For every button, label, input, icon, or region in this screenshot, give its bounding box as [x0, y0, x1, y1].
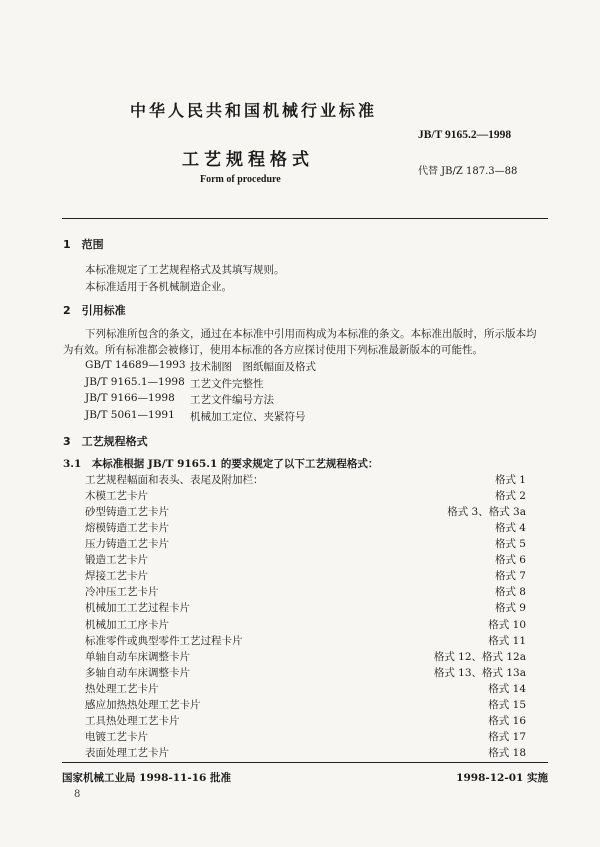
- item-format: 格式 11: [488, 634, 526, 647]
- format-list-item: [85, 472, 526, 488]
- format-list-item: [85, 584, 526, 600]
- item-name: 热处理工艺卡片: [85, 682, 159, 695]
- reference-title: 工艺文件完整性: [190, 377, 264, 390]
- item-name: 木模工艺卡片: [85, 490, 148, 503]
- item-format: 格式 12、格式 12a: [433, 650, 526, 663]
- item-format: 格式 16: [488, 714, 526, 727]
- reference-code: GB/T 14689—1993: [85, 359, 186, 371]
- format-list-item: [85, 633, 526, 649]
- approval-text: 国家机械工业局 1998-11-16 批准: [62, 772, 231, 784]
- reference-title: 机械加工定位、夹紧符号: [190, 410, 306, 423]
- item-format: 格式 17: [488, 730, 526, 743]
- section-2-paragraph: 下列标准所包含的条文，通过在本标准中引用而构成为本标准的条文。本标准出版时，所示版本均: [85, 328, 537, 340]
- format-list-item: [85, 552, 526, 568]
- item-name: 熔模铸造工艺卡片: [85, 522, 169, 535]
- item-format: 格式 7: [494, 570, 526, 583]
- page-number: 8: [74, 789, 81, 800]
- section-1-line: 本标准规定了工艺规程格式及其填写规则。: [85, 264, 285, 276]
- item-format: 格式 15: [488, 698, 526, 711]
- item-format: 格式 4: [494, 522, 526, 535]
- item-format: 格式 8: [494, 586, 526, 599]
- standard-code: JB/T 9165.2—1998: [418, 129, 512, 141]
- item-format: 格式 14: [488, 682, 526, 695]
- item-format: 格式 13、格式 13a: [433, 666, 526, 679]
- format-list-item: [85, 600, 526, 616]
- item-name: 压力铸造工艺卡片: [85, 538, 169, 551]
- format-list-item: [85, 504, 526, 520]
- item-name: 机械加工工艺过程卡片: [85, 602, 190, 615]
- section-1-line: 本标准适用于各机械制造企业。: [85, 281, 232, 293]
- reference-code: JB/T 9165.1—1998: [85, 375, 185, 388]
- format-list-item: [85, 568, 526, 584]
- reference-code: JB/T 9166—1998: [85, 392, 175, 404]
- item-name: 表面处理工艺卡片: [85, 747, 169, 760]
- section-1-heading: 1 范围: [63, 238, 104, 251]
- section-3-heading: 3 工艺规程格式: [63, 435, 148, 448]
- item-format: 格式 1: [494, 474, 526, 486]
- item-name: 工具热处理工艺卡片: [85, 714, 180, 727]
- reference-title: 技术制图 图纸幅面及格式: [190, 361, 316, 373]
- format-list-item: [85, 617, 526, 633]
- org-title: 中华人民共和国机械行业标准: [130, 101, 378, 120]
- item-name: 机械加工工序卡片: [85, 618, 169, 631]
- item-name: 冷冲压工艺卡片: [85, 586, 159, 599]
- format-list-item: [85, 649, 526, 665]
- item-format: 格式 2: [494, 490, 526, 503]
- format-list-item: [85, 536, 526, 552]
- item-format: 格式 9: [494, 602, 526, 615]
- format-list-item: [85, 729, 526, 745]
- format-list-item: [85, 488, 526, 504]
- item-format: 格式 6: [494, 554, 526, 567]
- item-name: 电镀工艺卡片: [85, 730, 148, 743]
- item-name: 锻造工艺卡片: [85, 554, 148, 567]
- item-name: 工艺规程幅面和表头、表尾及附加栏：: [85, 474, 264, 486]
- section-2-paragraph: 为有效。所有标准都会被修订，使用本标准的各方应探讨使用下列标准最新版本的可能性。: [63, 344, 483, 356]
- format-list-item: [85, 697, 526, 713]
- item-format: 格式 5: [494, 538, 526, 551]
- english-title: Form of procedure: [200, 174, 281, 185]
- item-name: 感应加热热处理工艺卡片: [85, 698, 201, 711]
- format-list-item: [85, 665, 526, 681]
- doc-title: 工艺规程格式: [182, 150, 314, 170]
- item-format: 格式 18: [488, 747, 526, 760]
- item-name: 焊接工艺卡片: [85, 570, 148, 583]
- format-list-item: [85, 713, 526, 729]
- replaces-note: 代替 JB/Z 187.3—88: [418, 166, 518, 177]
- reference-title: 工艺文件编号方法: [190, 394, 274, 406]
- section-2-heading: 2 引用标准: [63, 304, 126, 317]
- format-list-item: [85, 681, 526, 697]
- item-name: 标准零件或典型零件工艺过程卡片: [85, 634, 243, 647]
- item-name: 单轴自动车床调整卡片: [85, 650, 190, 663]
- item-name: 砂型铸造工艺卡片: [85, 506, 169, 519]
- clause-3-1: 3.1 本标准根据 JB/T 9165.1 的要求规定了以下工艺规程格式：: [63, 458, 379, 470]
- item-format: 格式 3、格式 3a: [447, 506, 526, 519]
- effective-date: 1998-12-01 实施: [456, 772, 548, 784]
- format-list-item: [85, 745, 526, 761]
- reference-code: JB/T 5061—1991: [85, 408, 175, 421]
- item-name: 多轴自动车床调整卡片: [85, 666, 190, 679]
- item-format: 格式 10: [488, 618, 526, 631]
- format-list-item: [85, 520, 526, 536]
- footer-rule: [62, 762, 548, 763]
- header-rule: [62, 218, 548, 219]
